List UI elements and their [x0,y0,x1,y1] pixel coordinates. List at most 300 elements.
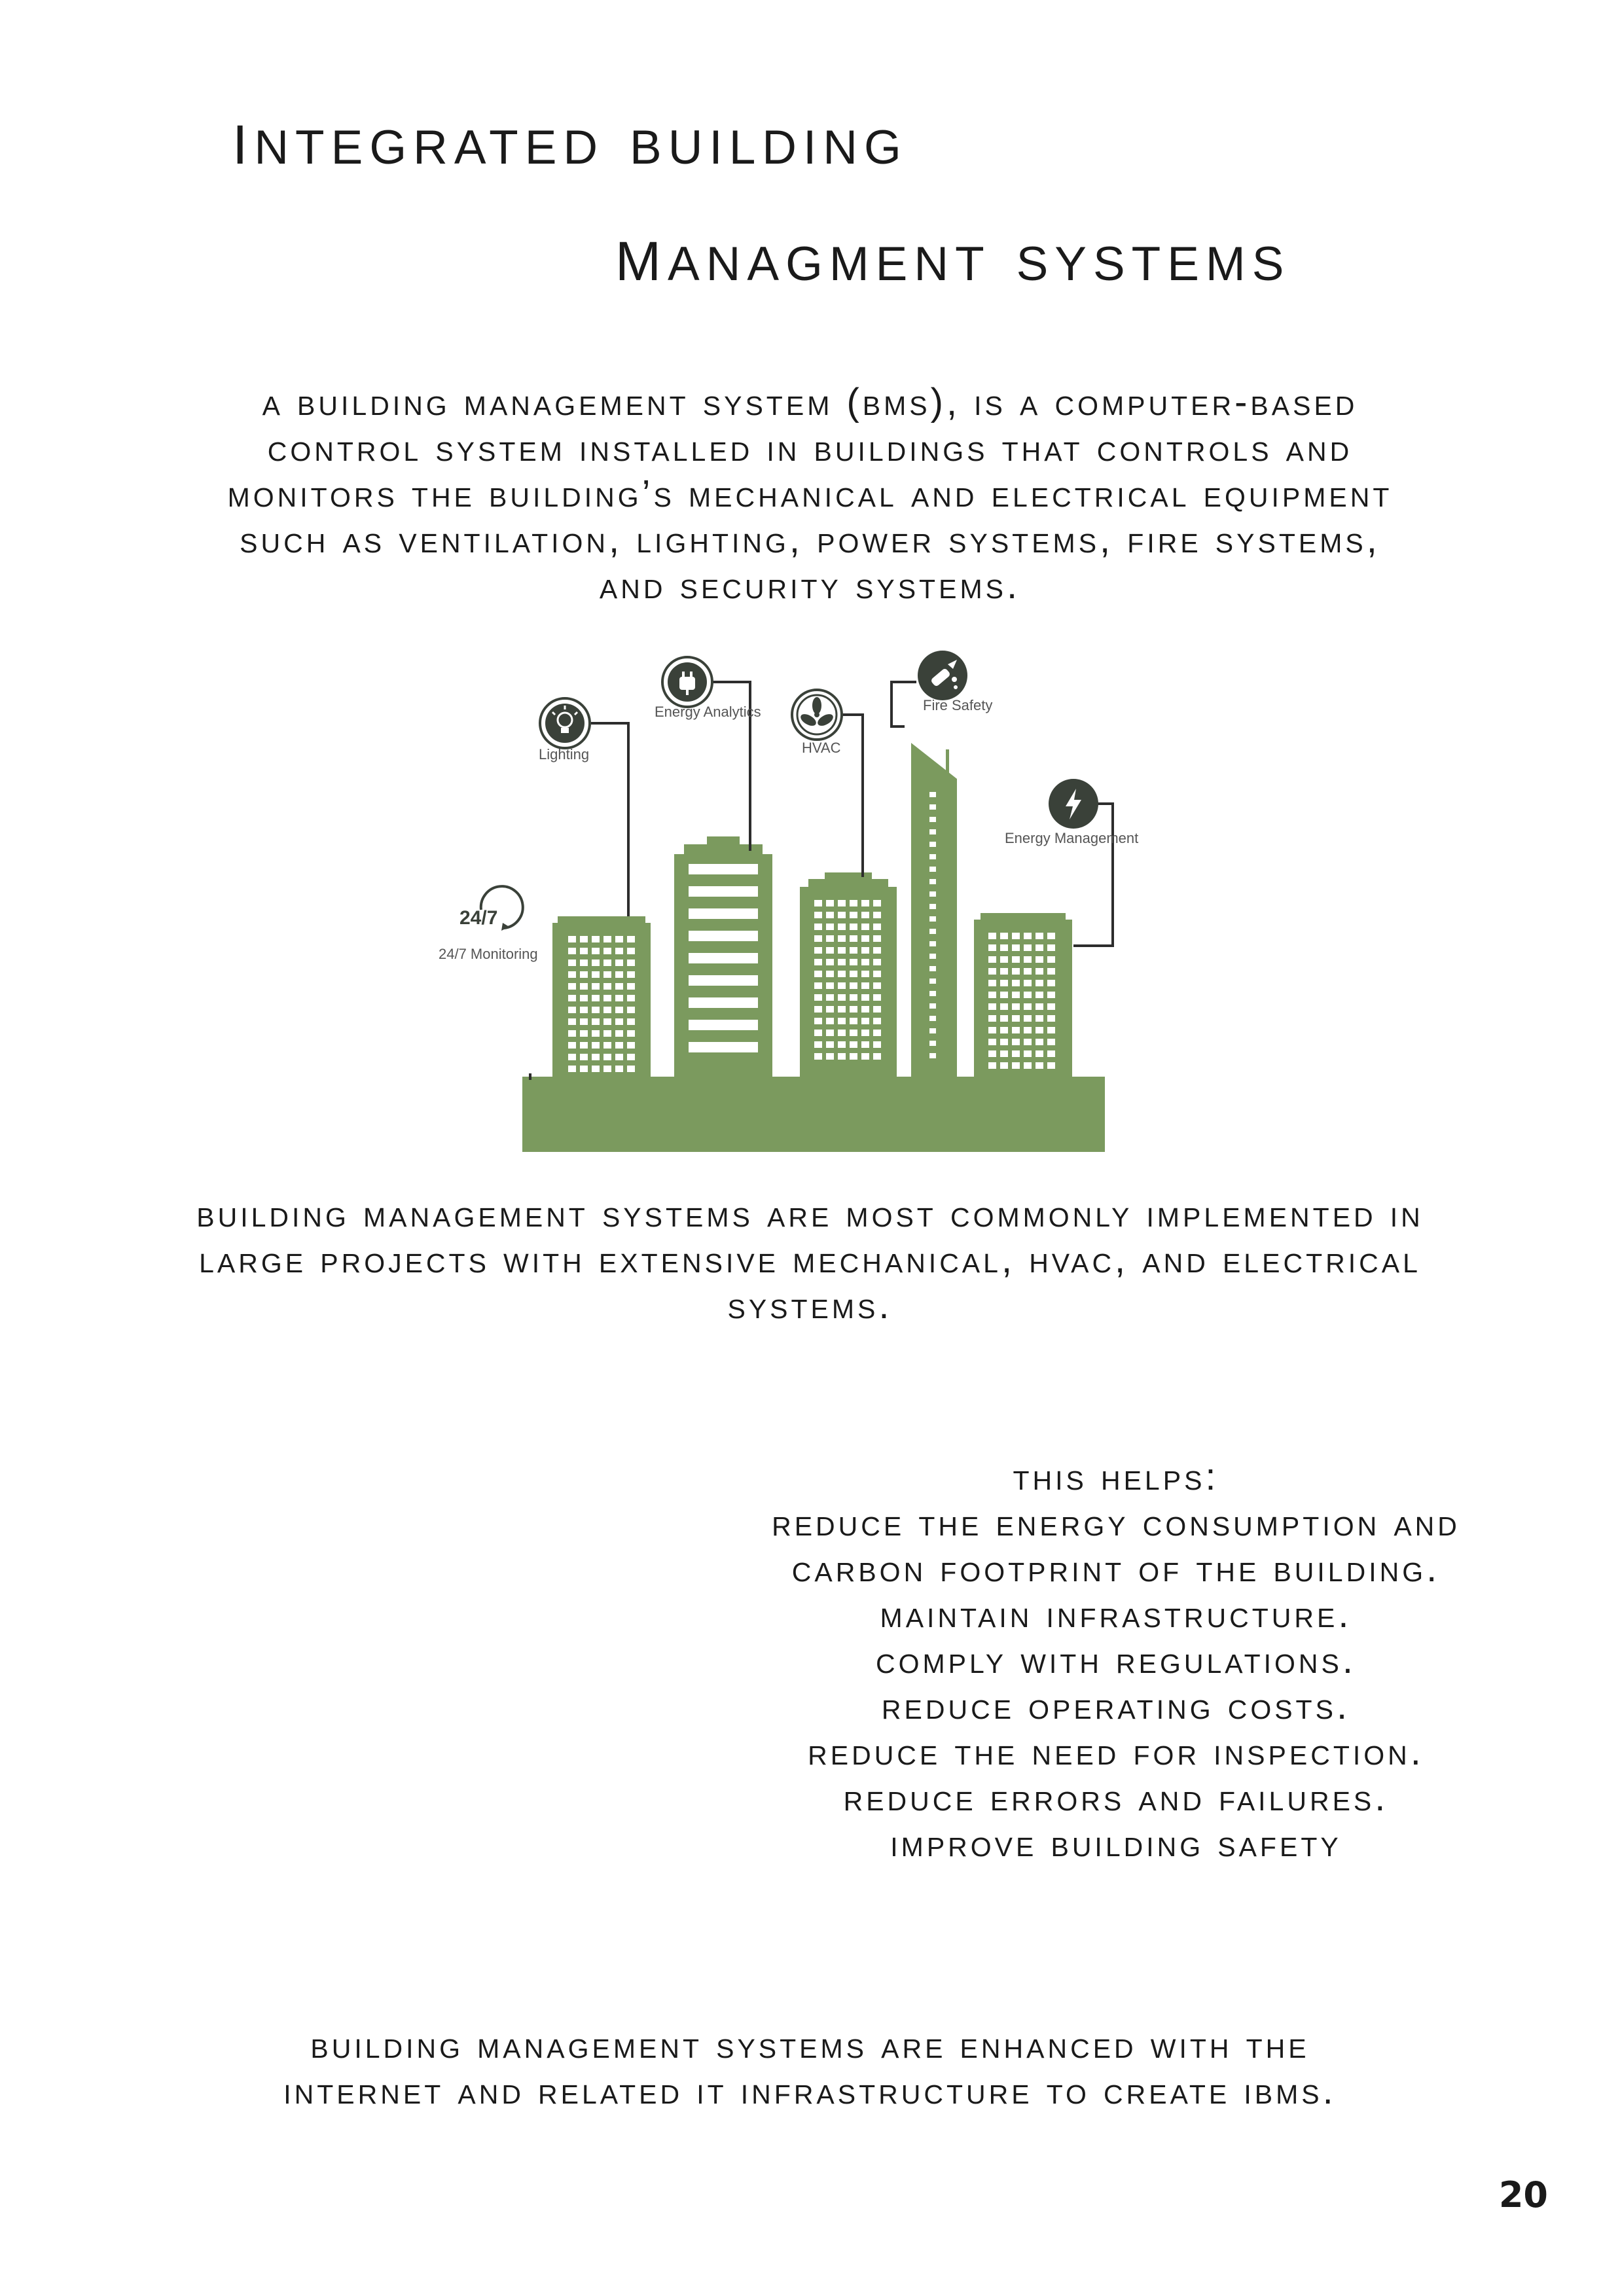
benefits-list [681,1454,1551,1867]
building-window [861,1041,869,1048]
intro-line: and security systems. [599,564,1021,607]
building-tall-center [674,836,772,1080]
building-window [826,935,834,942]
building-window [580,960,588,966]
building-window [1000,1027,1008,1033]
building-window [929,1016,936,1021]
building-window [592,948,600,954]
building-window [826,1030,834,1036]
building-window [1047,933,1055,939]
building-window [838,900,846,906]
building-window [929,817,936,822]
building-window [988,1027,996,1033]
building-window [1000,933,1008,939]
building-window [861,1018,869,1024]
building-window [873,1018,881,1024]
building-window [929,1041,936,1046]
building-window [1047,968,1055,975]
building-window [689,886,758,897]
building-window [814,1030,822,1036]
building-window [592,995,600,1001]
building-window [850,947,857,954]
building-window [929,1003,936,1009]
building-window [850,1053,857,1060]
page-title-line-1: integrated building [232,93,908,181]
building-window [1035,1039,1043,1045]
usage-line: building management systems are most commonly implemented in [196,1193,1424,1235]
building-window [826,1006,834,1013]
label-hvac: HVAC [802,740,841,756]
building-window [873,1006,881,1013]
building-window [838,971,846,977]
building-window [861,994,869,1001]
building-window [873,935,881,942]
building-window [1024,1003,1032,1010]
building-window [988,980,996,986]
building-window [1012,992,1020,998]
building-window [580,1054,588,1060]
building-window [838,924,846,930]
building-window [1000,956,1008,963]
benefit-item: maintain infrastructure. [880,1593,1352,1636]
building-window [1035,1003,1043,1010]
building-window [1024,992,1032,998]
building-window [689,864,758,874]
building-window [814,1018,822,1024]
building-window [850,982,857,989]
building-window [929,867,936,872]
building-window [838,959,846,965]
building-window [838,935,846,942]
building-window [826,912,834,918]
building-window [615,995,623,1001]
building-window [1024,933,1032,939]
benefit-item: reduce the need for inspection. [808,1731,1424,1773]
building-window [615,1007,623,1013]
building-window [814,971,822,977]
building-window [861,947,869,954]
building-window [929,991,936,996]
building-window [603,1042,611,1049]
benefits-heading: this helps: [1013,1456,1219,1498]
building-window [850,900,857,906]
building-window [929,1053,936,1058]
building-window [615,983,623,990]
building-window [580,948,588,954]
plug-icon [662,657,712,707]
building-spire-tower [911,743,957,1080]
building-window [580,1066,588,1072]
building-window [1024,1027,1032,1033]
building-window [689,975,758,986]
building-window [568,1054,576,1060]
intro-line: a building management system (bms), is a computer-based [262,381,1358,423]
usage-line: large projects with extensive mechanical, hvac, and electrical [199,1238,1421,1281]
benefit-item: comply with regulations. [875,1639,1357,1681]
building-window [873,971,881,977]
building-window [814,1053,822,1060]
building-window [615,1042,623,1049]
building-window [603,1030,611,1037]
building-window [1000,1003,1008,1010]
building-window [603,960,611,966]
building-window [1047,992,1055,998]
building-window [929,804,936,810]
building-window [988,1003,996,1010]
building-window [873,982,881,989]
building-window [1035,992,1043,998]
building-window [826,1018,834,1024]
page-number: 20 [1498,2174,1548,2215]
building-window [580,995,588,1001]
building-window [814,947,822,954]
building-window [929,792,936,797]
building-window [988,992,996,998]
building-window [568,983,576,990]
building-window [861,912,869,918]
building-window [689,997,758,1008]
building-window [592,1018,600,1025]
closing-line: internet and related it infrastructure to create ibms. [283,2070,1337,2112]
building-window [1012,944,1020,951]
lightning-bolt-icon [1049,779,1098,829]
building-window [929,842,936,847]
building-window [850,959,857,965]
building-window [592,1042,600,1049]
building-window [850,1030,857,1036]
building-window [1012,1062,1020,1069]
building-window [689,931,758,941]
building-window [1000,980,1008,986]
benefit-item: reduce errors and failures. [843,1776,1389,1819]
building-window [826,924,834,930]
building-window [1035,956,1043,963]
building-window [592,960,600,966]
building-window [826,1053,834,1060]
building-window [1024,944,1032,951]
intro-line: control system installed in buildings that controls and [267,427,1353,469]
building-window [814,982,822,989]
building-window [580,936,588,942]
building-window [603,1054,611,1060]
building-window [850,1041,857,1048]
closing-paragraph [131,2022,1489,2114]
label-monitoring: 24/7 Monitoring [439,946,538,962]
building-window [615,1066,623,1072]
building-window [1012,1027,1020,1033]
building-window [814,1041,822,1048]
building-window [1024,1050,1032,1057]
building-window [873,924,881,930]
building-window [814,994,822,1001]
building-window [592,1054,600,1060]
building-window [1024,980,1032,986]
building-window [615,971,623,978]
label-lighting: Lighting [539,746,590,762]
building-window [861,1053,869,1060]
building-window [580,1030,588,1037]
building-window [1012,933,1020,939]
building-window [1047,956,1055,963]
building-window [861,1030,869,1036]
building-window [1035,968,1043,975]
building-window [988,1039,996,1045]
building-window [873,994,881,1001]
building-window [873,912,881,918]
building-window [592,971,600,978]
building-window [1000,968,1008,975]
building-window [568,936,576,942]
building-window [861,900,869,906]
label-energy-management: Energy Management [1005,830,1139,846]
building-window [1035,1062,1043,1069]
building-window [627,1030,635,1037]
building-window [568,1007,576,1013]
building-window [615,936,623,942]
building-window [615,1054,623,1060]
building-window [603,971,611,978]
building-window [615,1018,623,1025]
building-window [814,912,822,918]
intro-line: monitors the building’s mechanical and electrical equipment [227,473,1393,515]
building-window [592,1007,600,1013]
benefit-item: reduce the energy consumption and [772,1501,1460,1544]
building-window [826,1041,834,1048]
building-window [929,891,936,897]
building-window [615,1030,623,1037]
intro-paragraph [98,380,1522,609]
clock-24-7-icon [459,886,523,931]
connector-fire-safety [891,682,916,726]
building-window [929,941,936,946]
building-window [838,912,846,918]
building-window [929,966,936,971]
building-window [929,829,936,834]
building-window [814,900,822,906]
building-window [1012,1003,1020,1010]
connector-lighting [591,723,628,916]
building-window [1000,992,1008,998]
building-window [603,1018,611,1025]
building-window [929,916,936,922]
lightbulb-icon [540,698,590,748]
building-window [838,1030,846,1036]
building-window [929,954,936,959]
building-window [826,994,834,1001]
closing-line: building management systems are enhanced with the [310,2024,1310,2066]
building-window [873,900,881,906]
building-window [1012,1050,1020,1057]
building-window [580,1042,588,1049]
building-window [826,982,834,989]
building-window [988,1062,996,1069]
building-window [838,1006,846,1013]
ground-block [522,1077,1105,1152]
building-window [1000,1050,1008,1057]
building-window [814,959,822,965]
building-window [580,1007,588,1013]
building-window [988,944,996,951]
building-window [568,1042,576,1049]
building-window [826,900,834,906]
building-window [627,948,635,954]
building-window [988,1050,996,1057]
building-window [603,983,611,990]
building-window [1035,933,1043,939]
building-window [627,995,635,1001]
benefit-item: improve building safety [890,1822,1342,1865]
building-window [580,971,588,978]
building-window [861,935,869,942]
building-window [838,982,846,989]
building-window [1000,1062,1008,1069]
building-window [850,912,857,918]
building-window [627,983,635,990]
building-window [627,1007,635,1013]
building-window [814,924,822,930]
building-window [1000,1039,1008,1045]
building-window [1047,1050,1055,1057]
building-window [850,935,857,942]
bms-city-illustration [419,628,1152,1152]
building-window [1000,1015,1008,1022]
building-window [1024,956,1032,963]
building-window [929,854,936,859]
usage-line: systems. [727,1284,893,1327]
building-window [1024,1062,1032,1069]
building-window [568,948,576,954]
building-window [1024,968,1032,975]
building-window [838,1053,846,1060]
page-title-line-2: managment systems [615,209,1291,297]
building-window [592,1066,600,1072]
building-window [1035,1050,1043,1057]
building-window [988,956,996,963]
building-window [627,960,635,966]
building-window [873,1041,881,1048]
building-window [861,959,869,965]
building-window [850,971,857,977]
building-window [838,1018,846,1024]
building-window [627,1042,635,1049]
building-window [568,995,576,1001]
building-window [1012,1015,1020,1022]
building-window [603,1007,611,1013]
building-window [850,924,857,930]
building-window [627,936,635,942]
building-window [1047,1015,1055,1022]
building-window [615,948,623,954]
building-window [1012,956,1020,963]
building-window [1035,980,1043,986]
building-window [592,936,600,942]
building-window [838,1041,846,1048]
benefit-item: reduce operating costs. [881,1685,1351,1727]
building-window [850,1018,857,1024]
building-window [861,971,869,977]
building-window [568,1066,576,1072]
building-window [627,1054,635,1060]
building-window [689,908,758,919]
building-window [580,1018,588,1025]
building-window [850,994,857,1001]
building-window [1000,944,1008,951]
building-window [603,995,611,1001]
building-window [1047,1062,1055,1069]
building-left [552,916,651,1080]
building-window [1047,1003,1055,1010]
building-window [592,983,600,990]
building-window [861,982,869,989]
benefit-item: carbon footprint of the building. [791,1547,1441,1590]
label-energy-analytics: Energy Analytics [655,704,761,720]
building-window [1024,1015,1032,1022]
building-window [1012,968,1020,975]
building-window [689,1020,758,1030]
building-window [929,879,936,884]
building-window [826,971,834,977]
monitoring-icon-text: 24/7 [459,907,498,929]
usage-paragraph [79,1191,1541,1329]
building-window [568,1030,576,1037]
building-window [603,948,611,954]
intro-line: such as ventilation, lighting, power systems, fire systems, [240,518,1380,561]
building-window [988,933,996,939]
fan-icon [792,690,842,740]
building-window [1035,1015,1043,1022]
building-window [1012,980,1020,986]
building-window [988,1015,996,1022]
building-window [873,947,881,954]
building-window [1047,980,1055,986]
building-window [814,935,822,942]
building-window [850,1006,857,1013]
building-window [627,1066,635,1072]
building-window [1047,1027,1055,1033]
building-window [1024,1039,1032,1045]
building-window [929,978,936,984]
building-window [929,904,936,909]
building-window [873,959,881,965]
building-window [627,971,635,978]
building-middle [800,872,897,1080]
building-window [826,959,834,965]
building-window [929,1028,936,1033]
building-window [1035,944,1043,951]
building-window [568,960,576,966]
building-window [603,936,611,942]
building-window [873,1030,881,1036]
building-window [689,1042,758,1052]
building-window [1047,1039,1055,1045]
building-window [861,924,869,930]
building-window [615,960,623,966]
building-window [838,994,846,1001]
building-window [592,1030,600,1037]
building-window [568,971,576,978]
building-window [627,1018,635,1025]
building-right [974,913,1072,1080]
fire-extinguisher-icon [918,651,967,700]
building-window [689,953,758,963]
building-window [580,983,588,990]
building-window [603,1066,611,1072]
building-window [814,1006,822,1013]
building-window [861,1006,869,1013]
building-window [1047,944,1055,951]
building-window [1035,1027,1043,1033]
building-window [838,947,846,954]
